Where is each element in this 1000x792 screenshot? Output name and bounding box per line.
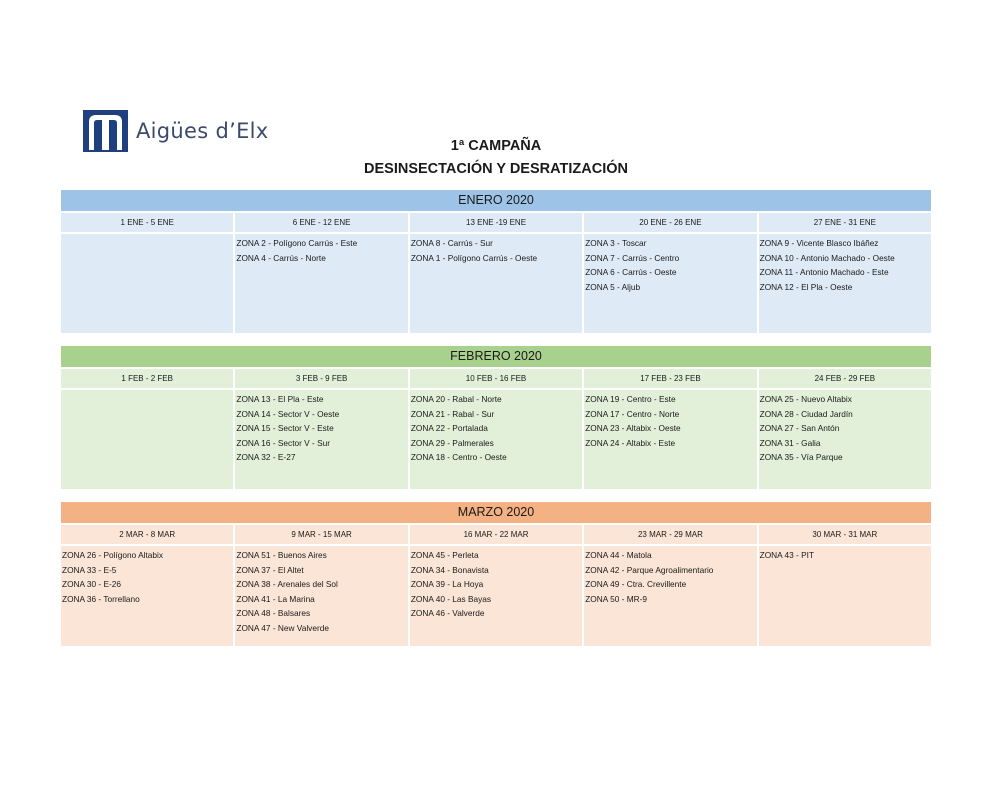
zone-item: ZONA 31 - Galia	[759, 437, 821, 448]
logo-text: Aigües d’Elx	[136, 119, 269, 143]
week-range-label: 20 ENE - 26 ENE	[584, 213, 758, 232]
month-header: FEBRERO 2020	[61, 346, 931, 367]
zone-item: ZONA 44 - Matola	[585, 550, 652, 560]
week-range-label: 27 ENE - 31 ENE	[759, 213, 931, 232]
zone-item: ZONA 33 - E-5	[62, 564, 117, 575]
month-table	[61, 502, 931, 646]
zone-item: ZONA 28 - Ciudad Jardín	[759, 408, 853, 419]
week-zones-cell	[584, 390, 758, 489]
week-range-label: 13 ENE -19 ENE	[410, 213, 584, 232]
zone-item: ZONA 23 - Altabix - Oeste	[585, 423, 681, 434]
week-range-label: 1 FEB - 2 FEB	[61, 369, 235, 388]
week-zones-cell	[61, 390, 235, 489]
zone-item: ZONA 19 - Centro - Este	[585, 394, 676, 404]
zone-item: ZONA 14 - Sector V - Oeste	[236, 408, 340, 419]
zone-item: ZONA 47 - New Valverde	[236, 622, 329, 633]
zone-item: ZONA 21 - Rabal - Sur	[410, 408, 495, 419]
week-zones-cell	[61, 546, 235, 646]
zone-item: ZONA 5 - Aljub	[585, 281, 641, 292]
zone-item: ZONA 7 - Carrús - Centro	[585, 252, 680, 263]
zone-item: ZONA 4 - Carrús - Norte	[236, 252, 326, 263]
zone-item: ZONA 42 - Parque Agroalimentario	[585, 564, 714, 575]
zone-item: ZONA 46 - Valverde	[410, 608, 485, 619]
zone-item: ZONA 34 - Bonavista	[410, 564, 489, 575]
zone-item: ZONA 25 - Nuevo Altabix	[759, 394, 852, 404]
week-range-label: 2 MAR - 8 MAR	[61, 525, 235, 544]
week-zones-cell	[410, 546, 584, 646]
zone-item: ZONA 37 - El Altet	[236, 564, 304, 575]
week-zones-cell	[235, 234, 409, 333]
zone-item: ZONA 3 - Toscar	[585, 238, 647, 248]
zone-item: ZONA 29 - Palmerales	[410, 437, 494, 448]
zone-item: ZONA 15 - Sector V - Este	[236, 423, 334, 434]
month-table	[61, 346, 931, 489]
week-zones-cell	[410, 234, 584, 333]
week-range-label: 17 FEB - 23 FEB	[584, 369, 758, 388]
zone-item: ZONA 11 - Antonio Machado - Este	[759, 267, 889, 278]
week-range-label: 23 MAR - 29 MAR	[584, 525, 758, 544]
week-header-row	[61, 369, 931, 388]
month-header: MARZO 2020	[61, 502, 931, 523]
zone-item: ZONA 27 - San Antón	[759, 423, 840, 434]
zone-item: ZONA 20 - Rabal - Norte	[410, 394, 502, 404]
week-zones-cell	[584, 234, 758, 333]
zone-item: ZONA 10 - Antonio Machado - Oeste	[759, 252, 895, 263]
zone-item: ZONA 1 - Polígono Carrús - Oeste	[410, 252, 538, 263]
zone-item: ZONA 26 - Polígono Altabix	[62, 550, 164, 560]
zone-item: ZONA 38 - Arenales del Sol	[236, 579, 338, 590]
zone-item: ZONA 35 - Vía Parque	[759, 452, 843, 463]
zone-item: ZONA 6 - Carrús - Oeste	[585, 267, 677, 278]
campaign-subtitle: DESINSECTACIÓN Y DESRATIZACIÓN	[364, 161, 628, 177]
zone-item: ZONA 40 - Las Bayas	[410, 593, 492, 604]
zone-item: ZONA 17 - Centro - Norte	[585, 408, 680, 419]
month-header: ENERO 2020	[61, 190, 931, 211]
month-table	[61, 190, 931, 333]
week-zones-cell	[759, 234, 931, 333]
zone-item: ZONA 30 - E-26	[62, 579, 122, 590]
week-zones-cell	[584, 546, 758, 646]
zone-item: ZONA 12 - El Pla - Oeste	[759, 281, 853, 292]
week-header-row	[61, 213, 931, 232]
week-zones-cell	[759, 546, 931, 646]
campaign-title: 1ª CAMPAÑA	[450, 138, 542, 154]
week-range-label: 3 FEB - 9 FEB	[235, 369, 409, 388]
week-zones-cell	[61, 234, 235, 333]
zone-item: ZONA 22 - Portalada	[410, 423, 488, 434]
zone-item: ZONA 36 - Torrellano	[62, 593, 140, 604]
zone-item: ZONA 43 - PIT	[759, 550, 815, 560]
zone-item: ZONA 49 - Ctra. Crevillente	[585, 579, 687, 590]
week-range-label: 16 MAR - 22 MAR	[410, 525, 584, 544]
week-header-row	[61, 525, 931, 544]
week-range-label: 1 ENE - 5 ENE	[61, 213, 235, 232]
zone-item: ZONA 8 - Carrús - Sur	[410, 238, 493, 248]
zone-item: ZONA 32 - E-27	[236, 452, 296, 463]
zone-item: ZONA 24 - Altabix - Este	[585, 437, 676, 448]
zone-item: ZONA 16 - Sector V - Sur	[236, 437, 331, 448]
zone-item: ZONA 45 - Perleta	[410, 550, 479, 560]
zone-item: ZONA 48 - Balsares	[236, 608, 311, 619]
week-range-label: 24 FEB - 29 FEB	[759, 369, 931, 388]
week-zones-cell	[759, 390, 931, 489]
zones-row	[61, 546, 931, 646]
zone-item: ZONA 51 - Buenos Aires	[236, 550, 327, 560]
zone-item: ZONA 2 - Polígono Carrús - Este	[236, 238, 358, 248]
week-range-label: 9 MAR - 15 MAR	[235, 525, 409, 544]
zones-row	[61, 390, 931, 489]
zone-item: ZONA 39 - La Hoya	[410, 579, 484, 590]
zone-item: ZONA 18 - Centro - Oeste	[410, 452, 507, 463]
zone-item: ZONA 13 - El Pla - Este	[236, 394, 324, 404]
week-range-label: 6 ENE - 12 ENE	[235, 213, 409, 232]
week-range-label: 10 FEB - 16 FEB	[410, 369, 584, 388]
week-zones-cell	[410, 390, 584, 489]
zone-item: ZONA 50 - MR-9	[585, 593, 647, 604]
week-zones-cell	[235, 546, 409, 646]
week-range-label: 30 MAR - 31 MAR	[759, 525, 931, 544]
zone-item: ZONA 9 - Vicente Blasco Ibáñez	[759, 238, 879, 248]
zone-item: ZONA 41 - La Marina	[236, 593, 315, 604]
zones-row	[61, 234, 931, 333]
week-zones-cell	[235, 390, 409, 489]
